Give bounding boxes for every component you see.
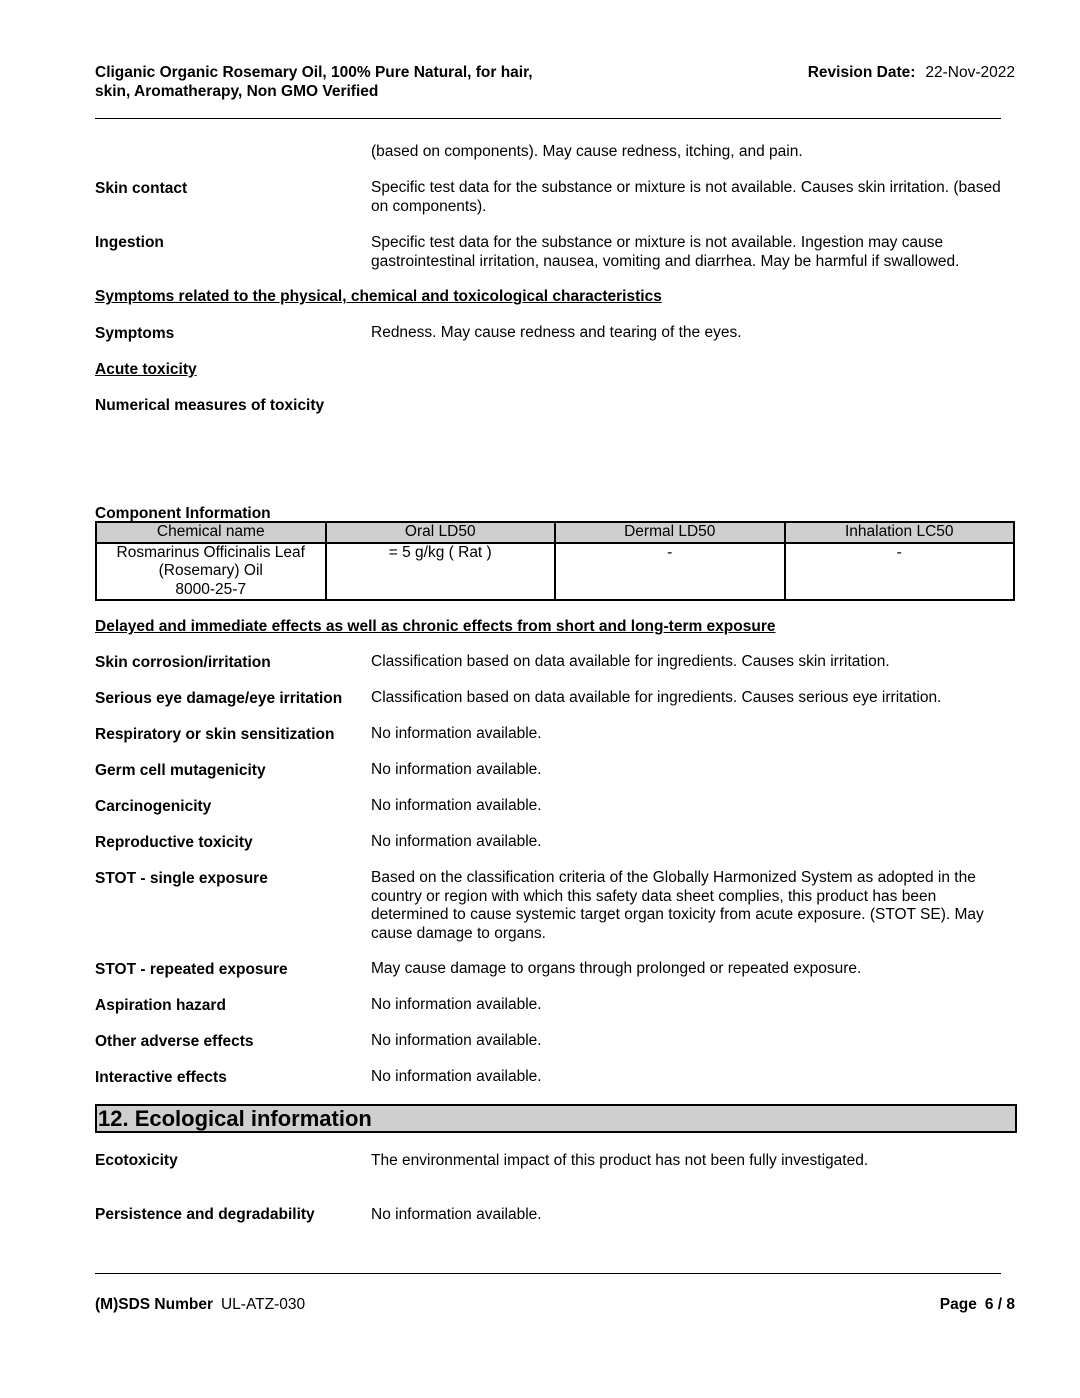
component-info-title: Component Information	[95, 505, 271, 522]
title-line-2: skin, Aromatherapy, Non GMO Verified	[95, 82, 379, 100]
cell-oral-ld50: = 5 g/kg ( Rat )	[326, 543, 556, 601]
other-effects-value: No information available.	[371, 1032, 542, 1049]
continued-text: (based on components). May cause redness, itching, and pain.	[371, 143, 803, 160]
stot-single-value: Based on the classification criteria of the Globally Harmonized System as adopted in the country or region with which this safety data sheet complies, this product has been determined to cause systemic target organ toxicity from acute exposure. (STOT SE). May cause damage to organs.	[371, 869, 984, 942]
numerical-measures-label: Numerical measures of toxicity	[95, 397, 325, 414]
header-divider	[95, 118, 1001, 119]
ecotoxicity-value: The environmental impact of this product has not been fully investigated.	[371, 1152, 869, 1169]
aspiration-value: No information available.	[371, 996, 542, 1013]
carcinogenicity-value: No information available.	[371, 797, 542, 814]
chemical-name-line-1: Rosmarinus Officinalis Leaf	[116, 543, 305, 561]
component-table	[95, 521, 1015, 601]
stot-repeated-label: STOT - repeated exposure	[95, 961, 288, 978]
persistence-value: No information available.	[371, 1206, 542, 1223]
carcinogenicity-label: Carcinogenicity	[95, 798, 212, 815]
cell-dermal-ld50: -	[555, 543, 785, 601]
chemical-name-line-2: (Rosemary) Oil	[158, 562, 263, 579]
col-dermal-ld50: Dermal LD50	[555, 522, 785, 543]
cas-number: 8000-25-7	[175, 580, 247, 598]
stot-single-label: STOT - single exposure	[95, 870, 268, 887]
revision-date-value: 22-Nov-2022	[925, 64, 1015, 81]
stot-repeated-value: May cause damage to organs through prolonged or repeated exposure.	[371, 960, 862, 977]
revision-date	[808, 64, 1015, 83]
acute-toxicity-heading: Acute toxicity	[95, 361, 197, 378]
interactive-effects-label: Interactive effects	[95, 1069, 227, 1086]
reproductive-toxicity-label: Reproductive toxicity	[95, 834, 253, 851]
sensitization-value: No information available.	[371, 725, 542, 742]
page-value: 6 / 8	[984, 1296, 1015, 1313]
persistence-label: Persistence and degradability	[95, 1206, 315, 1223]
interactive-effects-value: No information available.	[371, 1068, 542, 1085]
col-oral-ld50: Oral LD50	[326, 522, 556, 543]
skin-corrosion-value: Classification based on data available for ingredients. Causes skin irritation.	[371, 653, 890, 670]
ecotoxicity-label: Ecotoxicity	[95, 1152, 178, 1169]
document-title	[95, 64, 615, 101]
revision-date-label: Revision Date:	[807, 64, 916, 81]
eye-damage-label: Serious eye damage/eye irritation	[95, 690, 343, 707]
skin-corrosion-label: Skin corrosion/irritation	[95, 654, 271, 671]
symptoms-value: Redness. May cause redness and tearing of the eyes.	[371, 324, 742, 341]
table-header-row	[96, 522, 1014, 543]
sds-number	[95, 1296, 305, 1315]
col-chemical-name: Chemical name	[96, 522, 326, 543]
col-inhalation-lc50: Inhalation LC50	[785, 522, 1015, 543]
mutagenicity-value: No information available.	[371, 761, 542, 778]
reproductive-toxicity-value: No information available.	[371, 833, 542, 850]
section-12-title: 12. Ecological information	[98, 1106, 372, 1131]
skin-contact-label: Skin contact	[95, 180, 188, 197]
symptoms-heading: Symptoms related to the physical, chemical and toxicological characteristics	[95, 288, 662, 305]
cell-inhalation-lc50: -	[785, 543, 1015, 601]
sds-number-label: (M)SDS Number	[95, 1296, 213, 1313]
title-line-1: Cliganic Organic Rosemary Oil, 100% Pure Natural, for hair,	[95, 64, 533, 81]
section-12-header	[95, 1104, 1017, 1133]
sds-number-value: UL-ATZ-030	[220, 1296, 306, 1313]
eye-damage-value: Classification based on data available for ingredients. Causes serious eye irritation.	[371, 689, 942, 706]
delayed-effects-heading: Delayed and immediate effects as well as chronic effects from short and long-term exposure	[95, 618, 776, 635]
page-number	[940, 1296, 1015, 1315]
sensitization-label: Respiratory or skin sensitization	[95, 726, 335, 743]
symptoms-label: Symptoms	[95, 325, 175, 342]
aspiration-label: Aspiration hazard	[95, 997, 226, 1014]
footer-divider	[95, 1273, 1001, 1274]
cell-chemical-name	[96, 543, 326, 601]
ingestion-label: Ingestion	[95, 234, 164, 251]
table-row	[96, 543, 1014, 601]
page-label: Page	[939, 1296, 977, 1313]
other-effects-label: Other adverse effects	[95, 1033, 254, 1050]
mutagenicity-label: Germ cell mutagenicity	[95, 762, 266, 779]
ingestion-value: Specific test data for the substance or mixture is not available. Ingestion may cause gastrointestinal irritation, nausea, vomiting and diarrhea. May be harmful if swallowed.	[371, 234, 960, 270]
skin-contact-value: Specific test data for the substance or mixture is not available. Causes skin irritation. (based on components).	[371, 179, 1001, 215]
